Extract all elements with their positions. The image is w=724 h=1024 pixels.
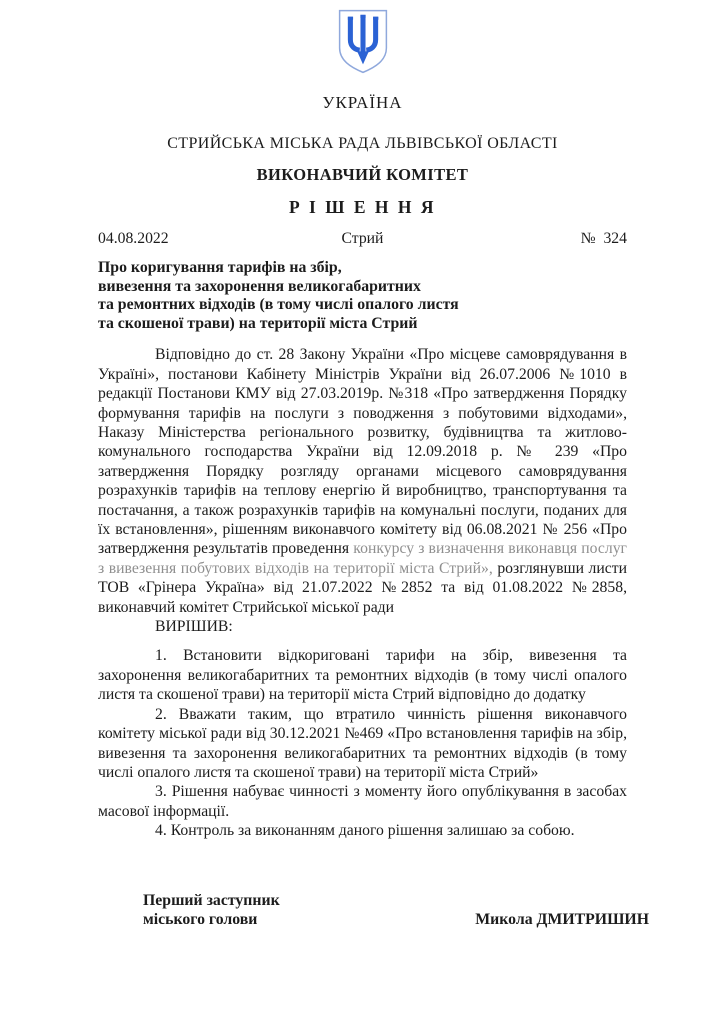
- resolution-item-3: 3. Рішення набуває чинності з моменту його опублікування в засобах масової інформації.: [98, 783, 627, 820]
- preamble-text-black-2: розглянувши листи ТОВ «Грінера Україна» від 21.07.2022 №2852 та від 01.08.2022 №2858, виконавчий комітет Стрийської міської ради: [98, 559, 627, 616]
- resolution-item-4: 4. Контроль за виконанням даного рішення залишаю за собою.: [155, 822, 575, 840]
- resolution-items: [98, 646, 627, 840]
- signer-position-line: міського голови: [143, 911, 258, 929]
- document-number: № 324: [580, 230, 627, 247]
- resolution-item-1: 1. Встановити відкориговані тарифи на збір, вивезення та захоронення великогабаритних та ремонтних відходів (в тому числі опалого листя та скошеної трави) на території міста Стрий відповідно до додатку: [98, 647, 627, 704]
- signer-position-line: Перший заступник: [143, 891, 280, 909]
- document-type-heading: Р І Ш Е Н Н Я: [288, 197, 436, 217]
- document-date: 04.08.2022: [98, 230, 169, 247]
- document-title-line: Про коригування тарифів на збір,: [98, 259, 342, 276]
- council-name: СТРИЙСЬКА МІСЬКА РАДА ЛЬВІВСЬКОЇ ОБЛАСТІ: [167, 135, 558, 152]
- preamble-text-black-1: Відповідно до ст. 28 Закону України «Про місцеве самоврядування в Україні», постанови Кабінету Міністрів України від 26.07.2006 №1010 в редакції Постанови КМУ від 27.03.2019р. №318 «Про затвердження Порядку формування тарифів на послуги з поводження з побутовими відходами», Наказу Міністерства регіонального розвитку, будівництва та житлово-комунального господарства України від 12.09.2018 р. № 239 «Про затвердження Порядку розгляду органами місцевого самоврядування розрахунків тарифів на теплову енергію й виробництво, транспортування та постачання, а також розрахунків тарифів на комунальні послуги, поданих для їх встановлення», рішенням виконавчого комітету від 06.08.2021 № 256 «Про затвердження результатів проведення: [98, 346, 627, 558]
- signer-name: Микола ДМИТРИШИН: [475, 911, 649, 929]
- meta-row: [98, 229, 627, 249]
- country-name: УКРАЇНА: [322, 93, 403, 112]
- document-city: Стрий: [341, 230, 384, 247]
- signature-block: [98, 891, 649, 930]
- document-title-line: та ремонтних відходів (в тому числі опалого листя: [98, 296, 459, 314]
- signer-position: [143, 891, 280, 930]
- resolved-label: ВИРІШИВ:: [155, 618, 233, 636]
- committee-name: ВИКОНАВЧИЙ КОМІТЕТ: [256, 165, 469, 184]
- preamble-text-gray: конкурсу з визначення виконавця послуг з вивезення побутових відходів на території міста Стрий»,: [98, 540, 627, 577]
- document-title: [98, 259, 627, 333]
- resolution-item-2: 2. Вважати таким, що втратило чинність рішення виконавчого комітету міської ради від 30.12.2021 №469 «Про встановлення тарифів на збір, вивезення та захоронення великогабаритних та ремонтних відходів (в тому числі опалого листя та скошеної трави) на території міста Стрий»: [98, 705, 627, 781]
- preamble-paragraph: [98, 345, 627, 617]
- document-title-line: та скошеної трави) на території міста Стрий: [98, 314, 418, 332]
- emblem-container: [98, 8, 627, 80]
- document-title-line: вивезення та захоронення великогабаритних: [98, 277, 421, 295]
- ukraine-trident-emblem-icon: [334, 8, 392, 75]
